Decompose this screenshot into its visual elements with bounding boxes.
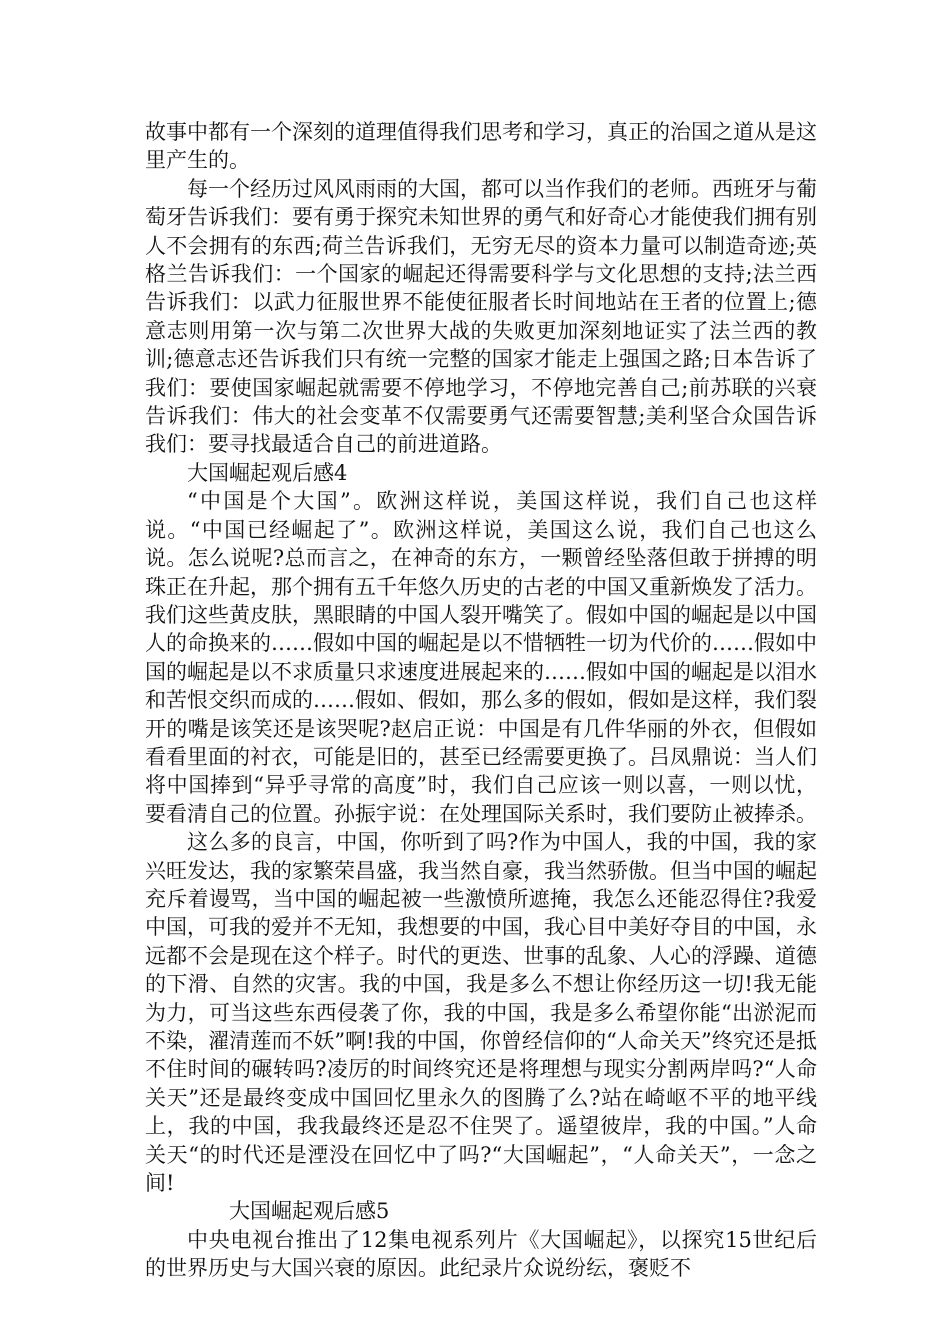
paragraph-cctv-series: 中央电视台推出了12集电视系列片《大国崛起》，以探究15世纪后的世界历史与大国兴衰的原因。此纪录片众说纷纭，褒贬不 <box>145 1227 817 1281</box>
paragraph-continuation: 故事中都有一个深刻的道理值得我们思考和学习，真正的治国之道从是这里产生的。 <box>145 120 817 173</box>
section-heading-5: 大国崛起观后感5 <box>229 1199 390 1224</box>
paragraph-lessons-from-powers: 每一个经历过风风雨雨的大国，都可以当作我们的老师。西班牙与葡萄牙告诉我们：要有勇于探究未知世界的勇气和好奇心才能使我们拥有别人不会拥有的东西;荷兰告诉我们，无穷无尽的资本力量可以制造奇迹;英格兰告诉我们：一个国家的崛起还得需要科学与文化思想的支持;法兰西告诉我们：以武力征服世界不能使征服者长时间地站在王者的位置上;德意志则用第一次与第二次世界大战的失败更加深刻地证实了法兰西的教训;德意志还告诉我们只有统一完整的国家才能走上强国之路;日本告诉了我们：要使国家崛起就需要不停地学习，不停地完善自己;前苏联的兴衰告诉我们：伟大的社会变革不仅需要勇气还需要智慧;美利坚合众国告诉我们：要寻找最适合自己的前进道路。 <box>145 176 817 457</box>
section-heading-4: 大国崛起观后感4 <box>187 460 348 485</box>
paragraph-china-rise: “中国是个大国”。欧洲这样说，美国这样说，我们自己也这样说。“中国已经崛起了”。欧洲这样说，美国这么说，我们自己也这么说。怎么说呢?总而言之，在神奇的东方，一颗曾经坠落但敢于拼搏的明珠正在升起，那个拥有五千年悠久历史的古老的中国又重新焕发了活力。我们这些黄皮肤，黑眼睛的中国人裂开嘴笑了。假如中国的崛起是以中国人的命换来的……假如中国的崛起是以不惜牺牲一切为代价的……假如中国的崛起是以不求质量只求速度进展起来的……假如中国的崛起是以泪水和苦恨交织而成的……假如、假如，那么多的假如，假如是这样，我们裂开的嘴是该笑还是该哭呢?赵启正说：中国是有几件华丽的外衣，但假如看看里面的衬衣，可能是旧的，甚至已经需要更换了。吕凤鼎说：当人们将中国捧到“异乎寻常的高度”时，我们自己应该一则以喜，一则以忧，要看清自己的位置。孙振宇说：在处理国际关系时，我们要防止被捧杀。 <box>145 489 817 826</box>
paragraph-my-china: 这么多的良言，中国，你听到了吗?作为中国人，我的中国，我的家兴旺发达，我的家繁荣昌盛，我当然自豪，我当然骄傲。但当中国的崛起充斥着谩骂，当中国的崛起被一些激愤所遮掩，我怎么还能忍得住?我爱中国，可我的爱并不无知，我想要的中国，我心目中美好夺目的中国，永远都不会是现在这个样子。时代的更迭、世事的乱象、人心的浮躁、道德的下滑、自然的灾害。我的中国，我是多么不想让你经历这一切!我无能为力，可当这些东西侵袭了你，我的中国，我是多么希望你能“出淤泥而不染，濯清莲而不妖”啊!我的中国，你曾经信仰的“人命关天”终究还是抵不住时间的碾转吗?凌厉的时间终究还是将理想与现实分割两岸吗?“人命关天”还是最终变成中国回忆里永久的图腾了么?站在崎岖不平的地平线上，我的中国，我我最终还是忍不住哭了。遥望彼岸，我的中国。”人命关天“的时代还是湮没在回忆中了吗?“大国崛起”，“人命关天”，一念之间! <box>145 830 817 1196</box>
document-page <box>145 118 817 1283</box>
